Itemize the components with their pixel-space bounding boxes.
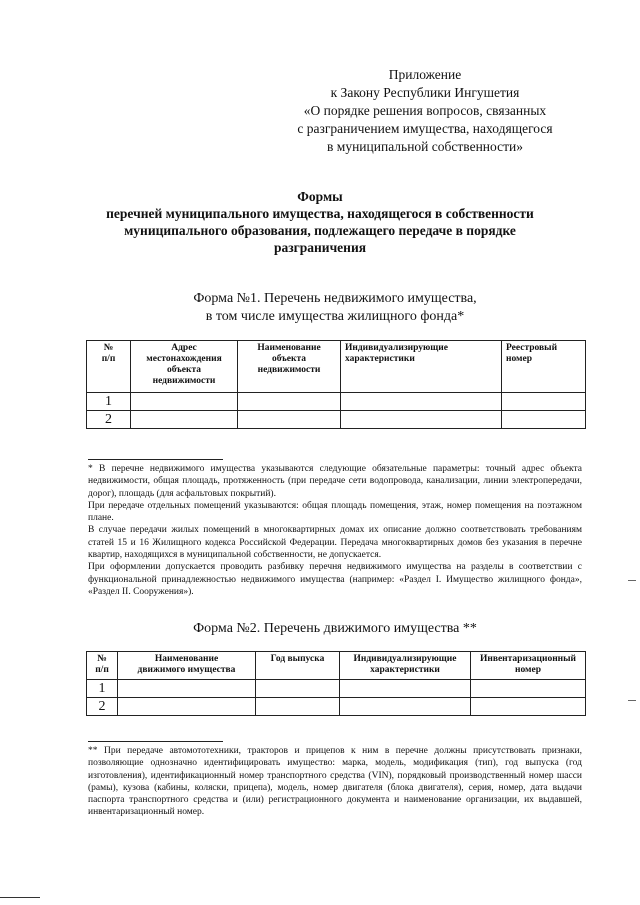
- appendix-line: Приложение: [388, 67, 462, 82]
- table-cell[interactable]: [256, 698, 340, 716]
- form2-col-inventory-label: Инвентаризационный номер: [479, 654, 577, 675]
- form2-col-year-label: Год выпуска: [270, 654, 325, 664]
- row-number: 2: [87, 698, 118, 716]
- form1-col-characteristics: [341, 341, 502, 393]
- table-cell[interactable]: [118, 698, 256, 716]
- form1-col-name-label: Наименование объекта недвижимости: [257, 343, 321, 375]
- table-cell[interactable]: [131, 393, 238, 411]
- row-number: 1: [87, 393, 131, 411]
- form2-header-row: [87, 652, 586, 680]
- form2-col-inventory: [471, 652, 586, 680]
- form2-col-year: [256, 652, 340, 680]
- form1-heading-line: в том числе имущества жилищного фонда*: [205, 309, 465, 324]
- table-cell[interactable]: [340, 680, 471, 698]
- title-line: муниципального образования, подлежащего передаче в порядке: [124, 223, 516, 238]
- form1-col-address-label: Адрес местонахождения объекта недвижимости: [146, 343, 222, 386]
- form1-col-address: [131, 341, 238, 393]
- table-cell[interactable]: [502, 411, 586, 429]
- table-cell[interactable]: [471, 680, 586, 698]
- footnote-form2: [88, 745, 582, 819]
- form2-col-characteristics: [340, 652, 471, 680]
- row-number: 2: [87, 411, 131, 429]
- title-line: разграничения: [273, 240, 367, 255]
- scan-edge-line: [0, 897, 40, 898]
- table-row: [87, 411, 586, 429]
- title-line: Формы: [297, 189, 343, 204]
- footnote-paragraph: В случае передачи жилых помещений в многоквартирных домах их описание должно соответствовать требованиям статей 15 и 16 Жилищного кодекса Российской Федерации. Передача многоквартирных домов без указания в перечне квартир, находящихся в муниципальной собственности, не допускается.: [88, 525, 582, 561]
- footnote-form1: [88, 463, 582, 598]
- form1-col-num: [87, 341, 131, 393]
- form1-col-registry-label: Реестровый номер: [506, 343, 558, 364]
- form2-table: [86, 651, 586, 716]
- form2-heading: [90, 620, 580, 638]
- appendix-header: [270, 66, 580, 156]
- form1-table: [86, 340, 586, 429]
- appendix-line: к Закону Республики Ингушетия: [330, 85, 520, 100]
- form1-heading-line: Форма №1. Перечень недвижимого имущества,: [193, 291, 477, 306]
- table-cell[interactable]: [238, 393, 341, 411]
- scan-edge-mark: [628, 580, 636, 581]
- footnote-paragraph: * В перечне недвижимого имущества указываются следующие обязательные параметры: точный адрес объекта недвижимости, общая площадь, протяженность (при передаче сети водопровода, канализации, линии электропередачи, дорог), площадь (для асфальтовых покрытий).: [88, 464, 582, 499]
- table-cell[interactable]: [118, 680, 256, 698]
- table-cell[interactable]: [341, 393, 502, 411]
- table-cell[interactable]: [238, 411, 341, 429]
- row-number: 1: [87, 680, 118, 698]
- form1-col-characteristics-label: Индивидуализирующие характеристики: [345, 343, 448, 364]
- appendix-line: с разграничением имущества, находящегося: [297, 121, 553, 136]
- table-cell[interactable]: [471, 698, 586, 716]
- table-cell[interactable]: [341, 411, 502, 429]
- table-row: [87, 393, 586, 411]
- form2-col-name: [118, 652, 256, 680]
- form2-col-num-label: № п/п: [95, 654, 109, 675]
- form1-col-num-label: № п/п: [101, 343, 116, 364]
- title-line: перечней муниципального имущества, находящегося в собственности: [106, 206, 534, 221]
- footnote-paragraph: При передаче отдельных помещений указываются: общая площадь помещения, этаж, номер помещения на поэтажном плане.: [88, 500, 582, 524]
- table-cell[interactable]: [256, 680, 340, 698]
- appendix-line: «О порядке решения вопросов, связанных: [303, 103, 547, 118]
- footnote-divider: [88, 741, 223, 742]
- form2-col-num: [87, 652, 118, 680]
- form2-col-name-label: Наименование движимого имущества: [137, 654, 236, 675]
- document-title: [60, 188, 580, 256]
- form1-col-registry: [502, 341, 586, 393]
- form2-col-characteristics-label: Индивидуализирующие характеристики: [353, 654, 457, 675]
- table-row: [87, 698, 586, 716]
- footnote-divider: [88, 459, 223, 460]
- table-cell[interactable]: [131, 411, 238, 429]
- form1-header-row: [87, 341, 586, 393]
- footnote-paragraph: При оформлении допускается проводить разбивку перечня недвижимого имущества на разделы в соответствии с функциональной принадлежностью недвижимого имущества (например: «Раздел I. Имущество жилищного фонда», «Раздел II. Сооружения»).: [88, 562, 582, 597]
- form1-col-name: [238, 341, 341, 393]
- appendix-line: в муниципальной собственности»: [327, 139, 523, 154]
- table-row: [87, 680, 586, 698]
- form2-heading-line: Форма №2. Перечень движимого имущества **: [193, 621, 477, 636]
- form1-heading: [90, 290, 580, 326]
- table-cell[interactable]: [340, 698, 471, 716]
- scan-edge-mark: [628, 700, 636, 701]
- table-cell[interactable]: [502, 393, 586, 411]
- footnote-paragraph: ** При передаче автомототехники, тракторов и прицепов к ним в перечне должны присутствовать признаки, позволяющие однозначно идентифицировать имущество: марка, модель, модификация (тип), год выпуска (год изготовления), идентификационный номер транспортного средства (VIN), порядковый производственный номер шасси (рамы), кузова (кабины, коляски, прицепа), модель, номер двигателя (блока двигателя), серия, номер, дата выдачи паспорта транспортного средства и (или) регистрационного документа и наименование организации, их выдавшей, инвентаризационный номер.: [88, 746, 582, 818]
